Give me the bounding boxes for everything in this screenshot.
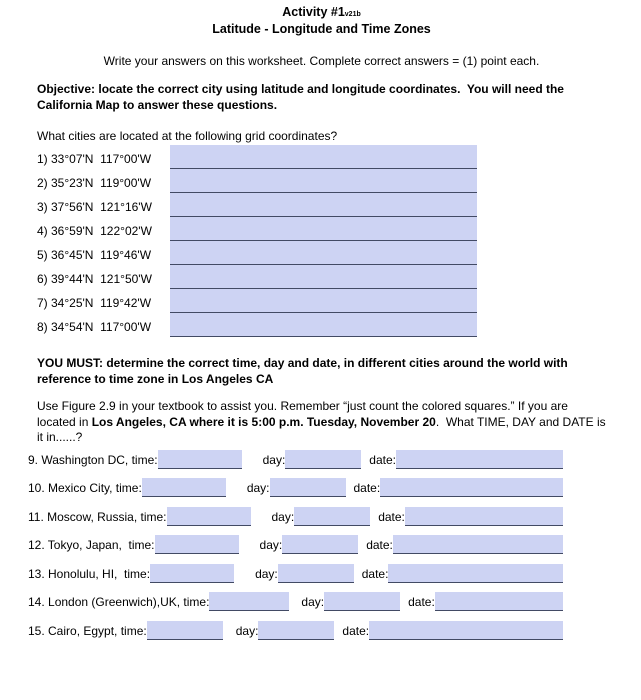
page-subtitle: Latitude - Longitude and Time Zones bbox=[212, 22, 431, 36]
day-label: day: bbox=[301, 595, 325, 609]
coordinate-label: 1) 33°07'N 117°00'W bbox=[37, 152, 152, 166]
timezone-row-moscow bbox=[28, 497, 563, 526]
city-label: 15. Cairo, Egypt, time: bbox=[28, 623, 147, 638]
coordinate-answer-field[interactable] bbox=[170, 241, 477, 265]
coordinate-row bbox=[37, 193, 477, 217]
coordinate-answer-field[interactable] bbox=[170, 145, 477, 169]
coordinate-row bbox=[37, 313, 477, 337]
activity-title: Activity #1 bbox=[282, 5, 345, 19]
coordinates-question: What cities are located at the following grid coordinates? bbox=[37, 129, 338, 143]
date-field[interactable] bbox=[396, 450, 563, 469]
day-field[interactable] bbox=[282, 535, 358, 554]
day-field[interactable] bbox=[285, 450, 361, 469]
day-label: day: bbox=[235, 623, 259, 638]
time-field[interactable] bbox=[158, 450, 242, 469]
city-label: 9. Washington DC, time: bbox=[28, 452, 158, 467]
timezone-row-tokyo bbox=[28, 526, 563, 555]
time-field[interactable] bbox=[150, 564, 234, 583]
coordinate-row bbox=[37, 169, 477, 193]
date-label: date: bbox=[366, 538, 393, 552]
date-field[interactable] bbox=[388, 564, 563, 583]
time-field[interactable] bbox=[147, 621, 223, 640]
date-label: date: bbox=[342, 623, 370, 638]
day-label: day: bbox=[262, 452, 286, 467]
timezone-rows bbox=[28, 446, 563, 640]
timezone-row-honolulu bbox=[28, 554, 563, 583]
time-field[interactable] bbox=[142, 478, 226, 497]
timezone-row-london bbox=[28, 583, 563, 612]
coordinate-label: 6) 39°44'N 121°50'W bbox=[37, 272, 152, 286]
timezone-row-mexico-city bbox=[28, 469, 563, 498]
intro-post: . What TIME, DAY and DATE is it in......? bbox=[37, 414, 609, 444]
objective-text: Objective: locate the correct city using latitude and longitude coordinates. You will need the California Map to answer these questions. bbox=[37, 82, 568, 112]
day-label: day: bbox=[259, 538, 283, 552]
activity-version: v21b bbox=[344, 11, 361, 18]
coordinate-row bbox=[37, 217, 477, 241]
coordinate-answer-field[interactable] bbox=[170, 169, 477, 193]
day-label: day: bbox=[255, 566, 278, 581]
date-label: date: bbox=[353, 481, 381, 495]
coordinate-answer-field[interactable] bbox=[170, 289, 477, 313]
day-label: day: bbox=[246, 481, 270, 495]
timezone-intro bbox=[37, 399, 609, 446]
timezone-row-washington bbox=[28, 446, 563, 469]
time-field[interactable] bbox=[167, 507, 251, 526]
coordinate-label: 7) 34°25'N 119°42'W bbox=[37, 296, 152, 310]
city-label: 14. London (Greenwich),UK, time: bbox=[28, 595, 210, 609]
coordinate-label: 3) 37°56'N 121°16'W bbox=[37, 200, 152, 214]
coordinate-label: 2) 35°23'N 119°00'W bbox=[37, 176, 152, 190]
day-label: day: bbox=[271, 509, 295, 524]
city-label: 13. Honolulu, HI, time: bbox=[28, 566, 151, 581]
date-field[interactable] bbox=[393, 535, 563, 554]
time-field[interactable] bbox=[209, 592, 289, 611]
coordinate-answer-field[interactable] bbox=[170, 217, 477, 241]
date-field[interactable] bbox=[435, 592, 563, 611]
date-label: date: bbox=[361, 566, 389, 581]
intro-bold: Los Angeles, CA where it is 5:00 p.m. Tuesday, November 20 bbox=[91, 414, 436, 429]
coordinate-label: 4) 36°59'N 122°02'W bbox=[37, 224, 152, 238]
day-field[interactable] bbox=[324, 592, 400, 611]
day-field[interactable] bbox=[294, 507, 370, 526]
page-title bbox=[37, 5, 606, 22]
date-field[interactable] bbox=[369, 621, 563, 640]
you-must-text: YOU MUST: determine the correct time, day and date, in different cities around the world with reference to time zone in Los Angeles CA bbox=[37, 356, 572, 386]
coordinate-row bbox=[37, 265, 477, 289]
date-label: date: bbox=[408, 595, 435, 609]
day-field[interactable] bbox=[258, 621, 334, 640]
coordinate-label: 8) 34°54'N 117°00'W bbox=[37, 320, 152, 334]
coordinate-row bbox=[37, 145, 477, 169]
date-label: date: bbox=[369, 452, 396, 467]
coordinates-answer-block bbox=[37, 145, 477, 337]
day-field[interactable] bbox=[270, 478, 346, 497]
coordinate-row bbox=[37, 289, 477, 313]
city-label: 10. Mexico City, time: bbox=[28, 481, 142, 495]
date-label: date: bbox=[378, 509, 405, 524]
date-field[interactable] bbox=[380, 478, 563, 497]
city-label: 11. Moscow, Russia, time: bbox=[28, 509, 167, 524]
coordinate-answer-field[interactable] bbox=[170, 265, 477, 289]
coordinate-label: 5) 36°45'N 119°46'W bbox=[37, 248, 152, 262]
timezone-row-cairo bbox=[28, 611, 563, 640]
coordinate-answer-field[interactable] bbox=[170, 313, 477, 337]
day-field[interactable] bbox=[278, 564, 354, 583]
instruction-text: Write your answers on this worksheet. Complete correct answers = (1) point each. bbox=[103, 54, 540, 68]
time-field[interactable] bbox=[155, 535, 239, 554]
coordinate-answer-field[interactable] bbox=[170, 193, 477, 217]
date-field[interactable] bbox=[405, 507, 563, 526]
city-label: 12. Tokyo, Japan, time: bbox=[28, 538, 155, 552]
intro-pre: Use Figure 2.9 in your textbook to assist you. Remember “just count the colored squares.” If you are located in bbox=[37, 399, 572, 429]
coordinate-row bbox=[37, 241, 477, 265]
